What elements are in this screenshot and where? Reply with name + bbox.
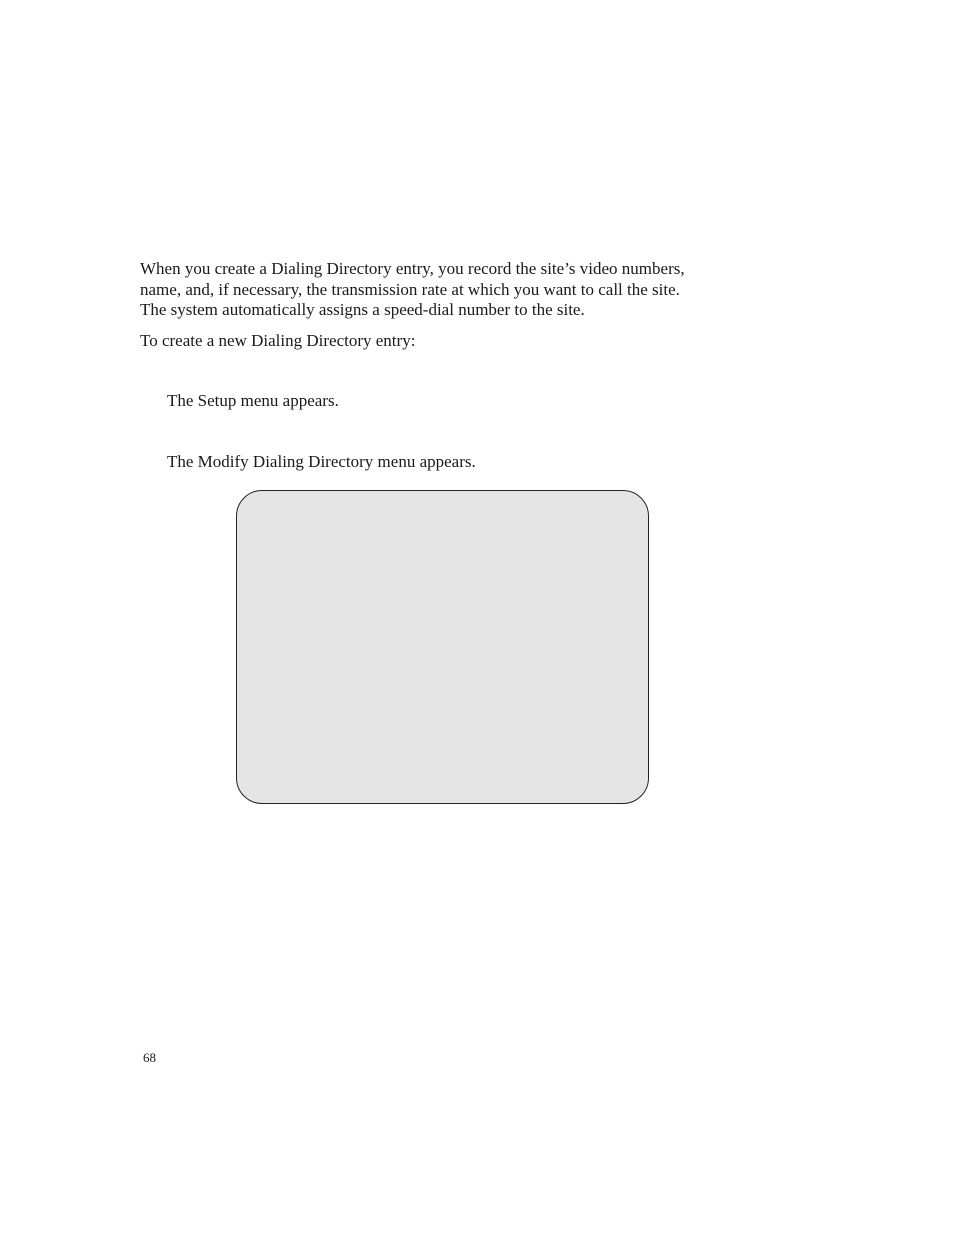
page-number: 68 xyxy=(143,1050,156,1065)
menu-screen-illustration xyxy=(236,490,649,804)
intro-line: When you create a Dialing Directory entry, you record the site’s video numbers, xyxy=(140,259,685,278)
step-result: The Setup menu appears. xyxy=(167,391,339,410)
intro-paragraph xyxy=(140,259,780,321)
step-result: The Modify Dialing Directory menu appears. xyxy=(167,452,476,471)
procedure-lead: To create a new Dialing Directory entry: xyxy=(140,331,416,350)
intro-line: The system automatically assigns a speed-dial number to the site. xyxy=(140,300,585,319)
intro-line: name, and, if necessary, the transmission rate at which you want to call the site. xyxy=(140,279,680,299)
